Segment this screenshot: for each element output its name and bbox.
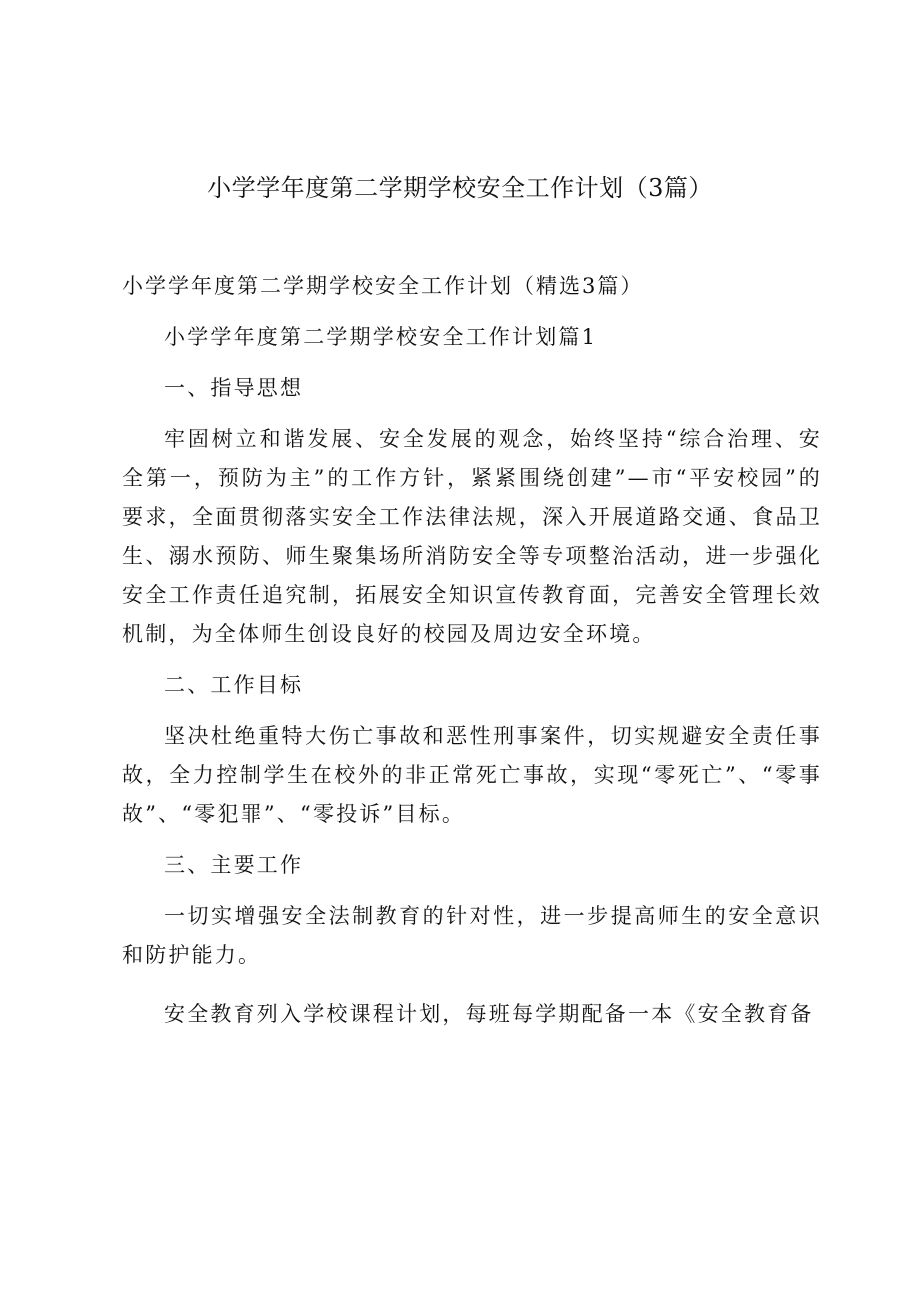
section-heading-main-work: 三、主要工作 — [164, 853, 304, 877]
section-paragraph-main-work-1: 一切实增强安全法制教育的针对性，进一步提高师生的安全意识和防护能力。 — [122, 904, 822, 967]
document-subtitle: 小学学年度第二学期学校安全工作计划（精选3篇） — [122, 274, 644, 298]
section-heading-guiding-ideology: 一、指导思想 — [164, 376, 304, 400]
article-heading: 小学学年度第二学期学校安全工作计划篇1 — [164, 325, 598, 349]
document-body — [122, 318, 822, 1046]
section-paragraph-guiding-ideology: 牢固树立和谐发展、安全发展的观念，始终坚持“综合治理、安全第一，预防为主”的工作方针，紧紧围绕创建”—市“平安校园”的要求，全面贯彻落实安全工作法律法规，深入开展道路交通、食品卫生、溺水预防、师生聚集场所消防安全等专项整治活动，进一步强化安全工作责任追究制，拓展安全知识宣传教育面，完善安全管理长效机制，为全体师生创设良好的校园及周边安全环境。 — [122, 427, 822, 646]
document-title: 小学学年度第二学期学校安全工作计划（3篇） — [207, 174, 713, 202]
section-paragraph-work-goals: 坚决杜绝重特大伤亡事故和恶性刑事案件，切实规避安全责任事故，全力控制学生在校外的非正常死亡事故，实现“零死亡”、“零事故”、“零犯罪”、“零投诉”目标。 — [122, 724, 822, 826]
section-paragraph-main-work-2: 安全教育列入学校课程计划，每班每学期配备一本《安全教育备 — [164, 1002, 814, 1026]
section-heading-work-goals: 二、工作目标 — [164, 673, 304, 697]
